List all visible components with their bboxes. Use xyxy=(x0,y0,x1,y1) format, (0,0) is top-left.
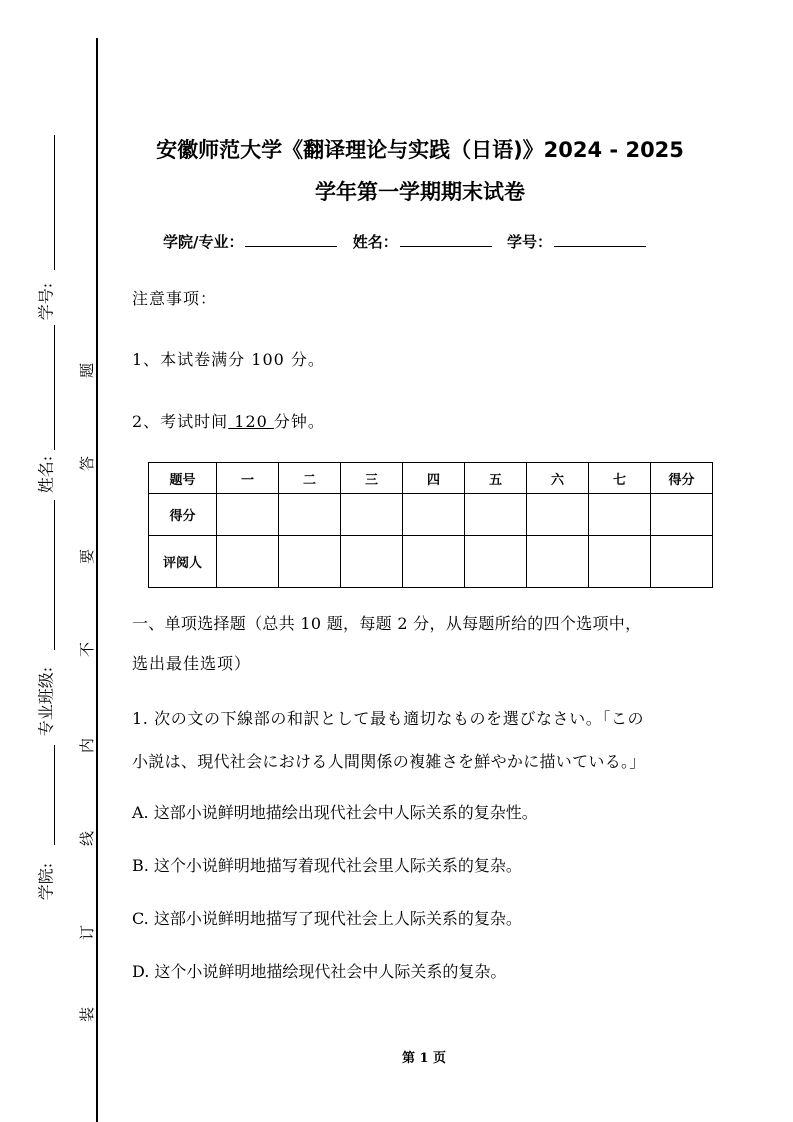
section-1-heading-cont: 选出最佳选项） xyxy=(132,654,252,673)
option-b: B. 这个小说鲜明地描写着现代社会里人际关系的复杂。 xyxy=(132,856,522,875)
table-cell: 七 xyxy=(589,463,651,494)
table-cell xyxy=(589,536,651,588)
table-cell xyxy=(527,536,589,588)
blank-line xyxy=(54,745,55,845)
table-cell xyxy=(279,494,341,536)
table-cell xyxy=(651,494,713,536)
table-cell xyxy=(403,494,465,536)
table-cell xyxy=(651,536,713,588)
seal-char: 订 xyxy=(78,924,97,941)
title-line-2: 学年第一学期期末试卷 xyxy=(315,180,525,204)
college-label: 学院/专业： xyxy=(163,233,244,251)
student-info xyxy=(163,231,656,252)
option-a: A. 这部小说鲜明地描绘出现代社会中人际关系的复杂性。 xyxy=(132,803,538,822)
table-cell: 六 xyxy=(527,463,589,494)
margin-college-label: 学院: xyxy=(36,862,56,901)
seal-char: 装 xyxy=(78,1006,97,1023)
id-label: 学号： xyxy=(506,233,552,251)
table-cell xyxy=(279,536,341,588)
college-blank[interactable] xyxy=(245,232,337,247)
table-cell: 三 xyxy=(341,463,403,494)
table-cell: 四 xyxy=(403,463,465,494)
table-cell xyxy=(403,536,465,588)
note-2-suffix: 分钟。 xyxy=(273,412,325,431)
table-header-row xyxy=(149,463,713,494)
seal-char: 不 xyxy=(78,641,97,658)
seal-char: 要 xyxy=(78,548,97,565)
option-d: D. 这个小说鲜明地描绘现代社会中人际关系的复杂。 xyxy=(132,962,507,981)
table-cell xyxy=(341,536,403,588)
margin-id-label: 学号: xyxy=(36,282,56,321)
title-line-1: 安徽师范大学《翻译理论与实践（日语)》2024 - 2025 xyxy=(156,138,684,162)
seal-char: 题 xyxy=(78,362,97,379)
margin-name-label: 姓名: xyxy=(36,455,56,494)
notes-heading: 注意事项： xyxy=(132,289,218,308)
table-cell xyxy=(217,536,279,588)
table-cell: 题号 xyxy=(149,463,217,494)
table-cell: 评阅人 xyxy=(149,536,217,588)
seal-char: 答 xyxy=(78,455,97,472)
option-c: C. 这部小说鲜明地描写了现代社会上人际关系的复杂。 xyxy=(132,909,522,928)
seal-char: 内 xyxy=(78,737,97,754)
table-cell: 得分 xyxy=(651,463,713,494)
question-1-text-cont: 小説は、現代社会における人間関係の複雑さを鮮やかに描いている。」 xyxy=(132,752,646,771)
name-blank[interactable] xyxy=(400,232,492,247)
table-cell xyxy=(217,494,279,536)
table-cell: 五 xyxy=(465,463,527,494)
table-cell xyxy=(527,494,589,536)
note-2 xyxy=(132,409,325,432)
note-2-prefix: 2、考试时间 xyxy=(132,412,229,431)
table-cell xyxy=(589,494,651,536)
exam-duration: 120 xyxy=(228,412,274,431)
table-cell xyxy=(465,494,527,536)
table-cell xyxy=(341,494,403,536)
score-table xyxy=(148,462,713,588)
table-row xyxy=(149,494,713,536)
table-cell xyxy=(465,536,527,588)
seal-char: 线 xyxy=(78,830,97,847)
name-label: 姓名： xyxy=(352,233,398,251)
table-row xyxy=(149,536,713,588)
question-1-text: 1. 次の文の下線部の和訳として最も適切なものを選びなさい。「この xyxy=(132,709,645,728)
table-cell: 得分 xyxy=(149,494,217,536)
table-cell: 二 xyxy=(279,463,341,494)
page-number: 第 1 页 xyxy=(401,1051,447,1066)
table-cell: 一 xyxy=(217,463,279,494)
section-1-heading: 一、单项选择题（总共 10 题，每题 2 分，从每题所给的四个选项中， xyxy=(132,614,642,633)
note-1: 1、本试卷满分 100 分。 xyxy=(132,350,325,369)
margin-class-label: 专业班级: xyxy=(36,666,56,737)
id-blank[interactable] xyxy=(554,232,646,247)
